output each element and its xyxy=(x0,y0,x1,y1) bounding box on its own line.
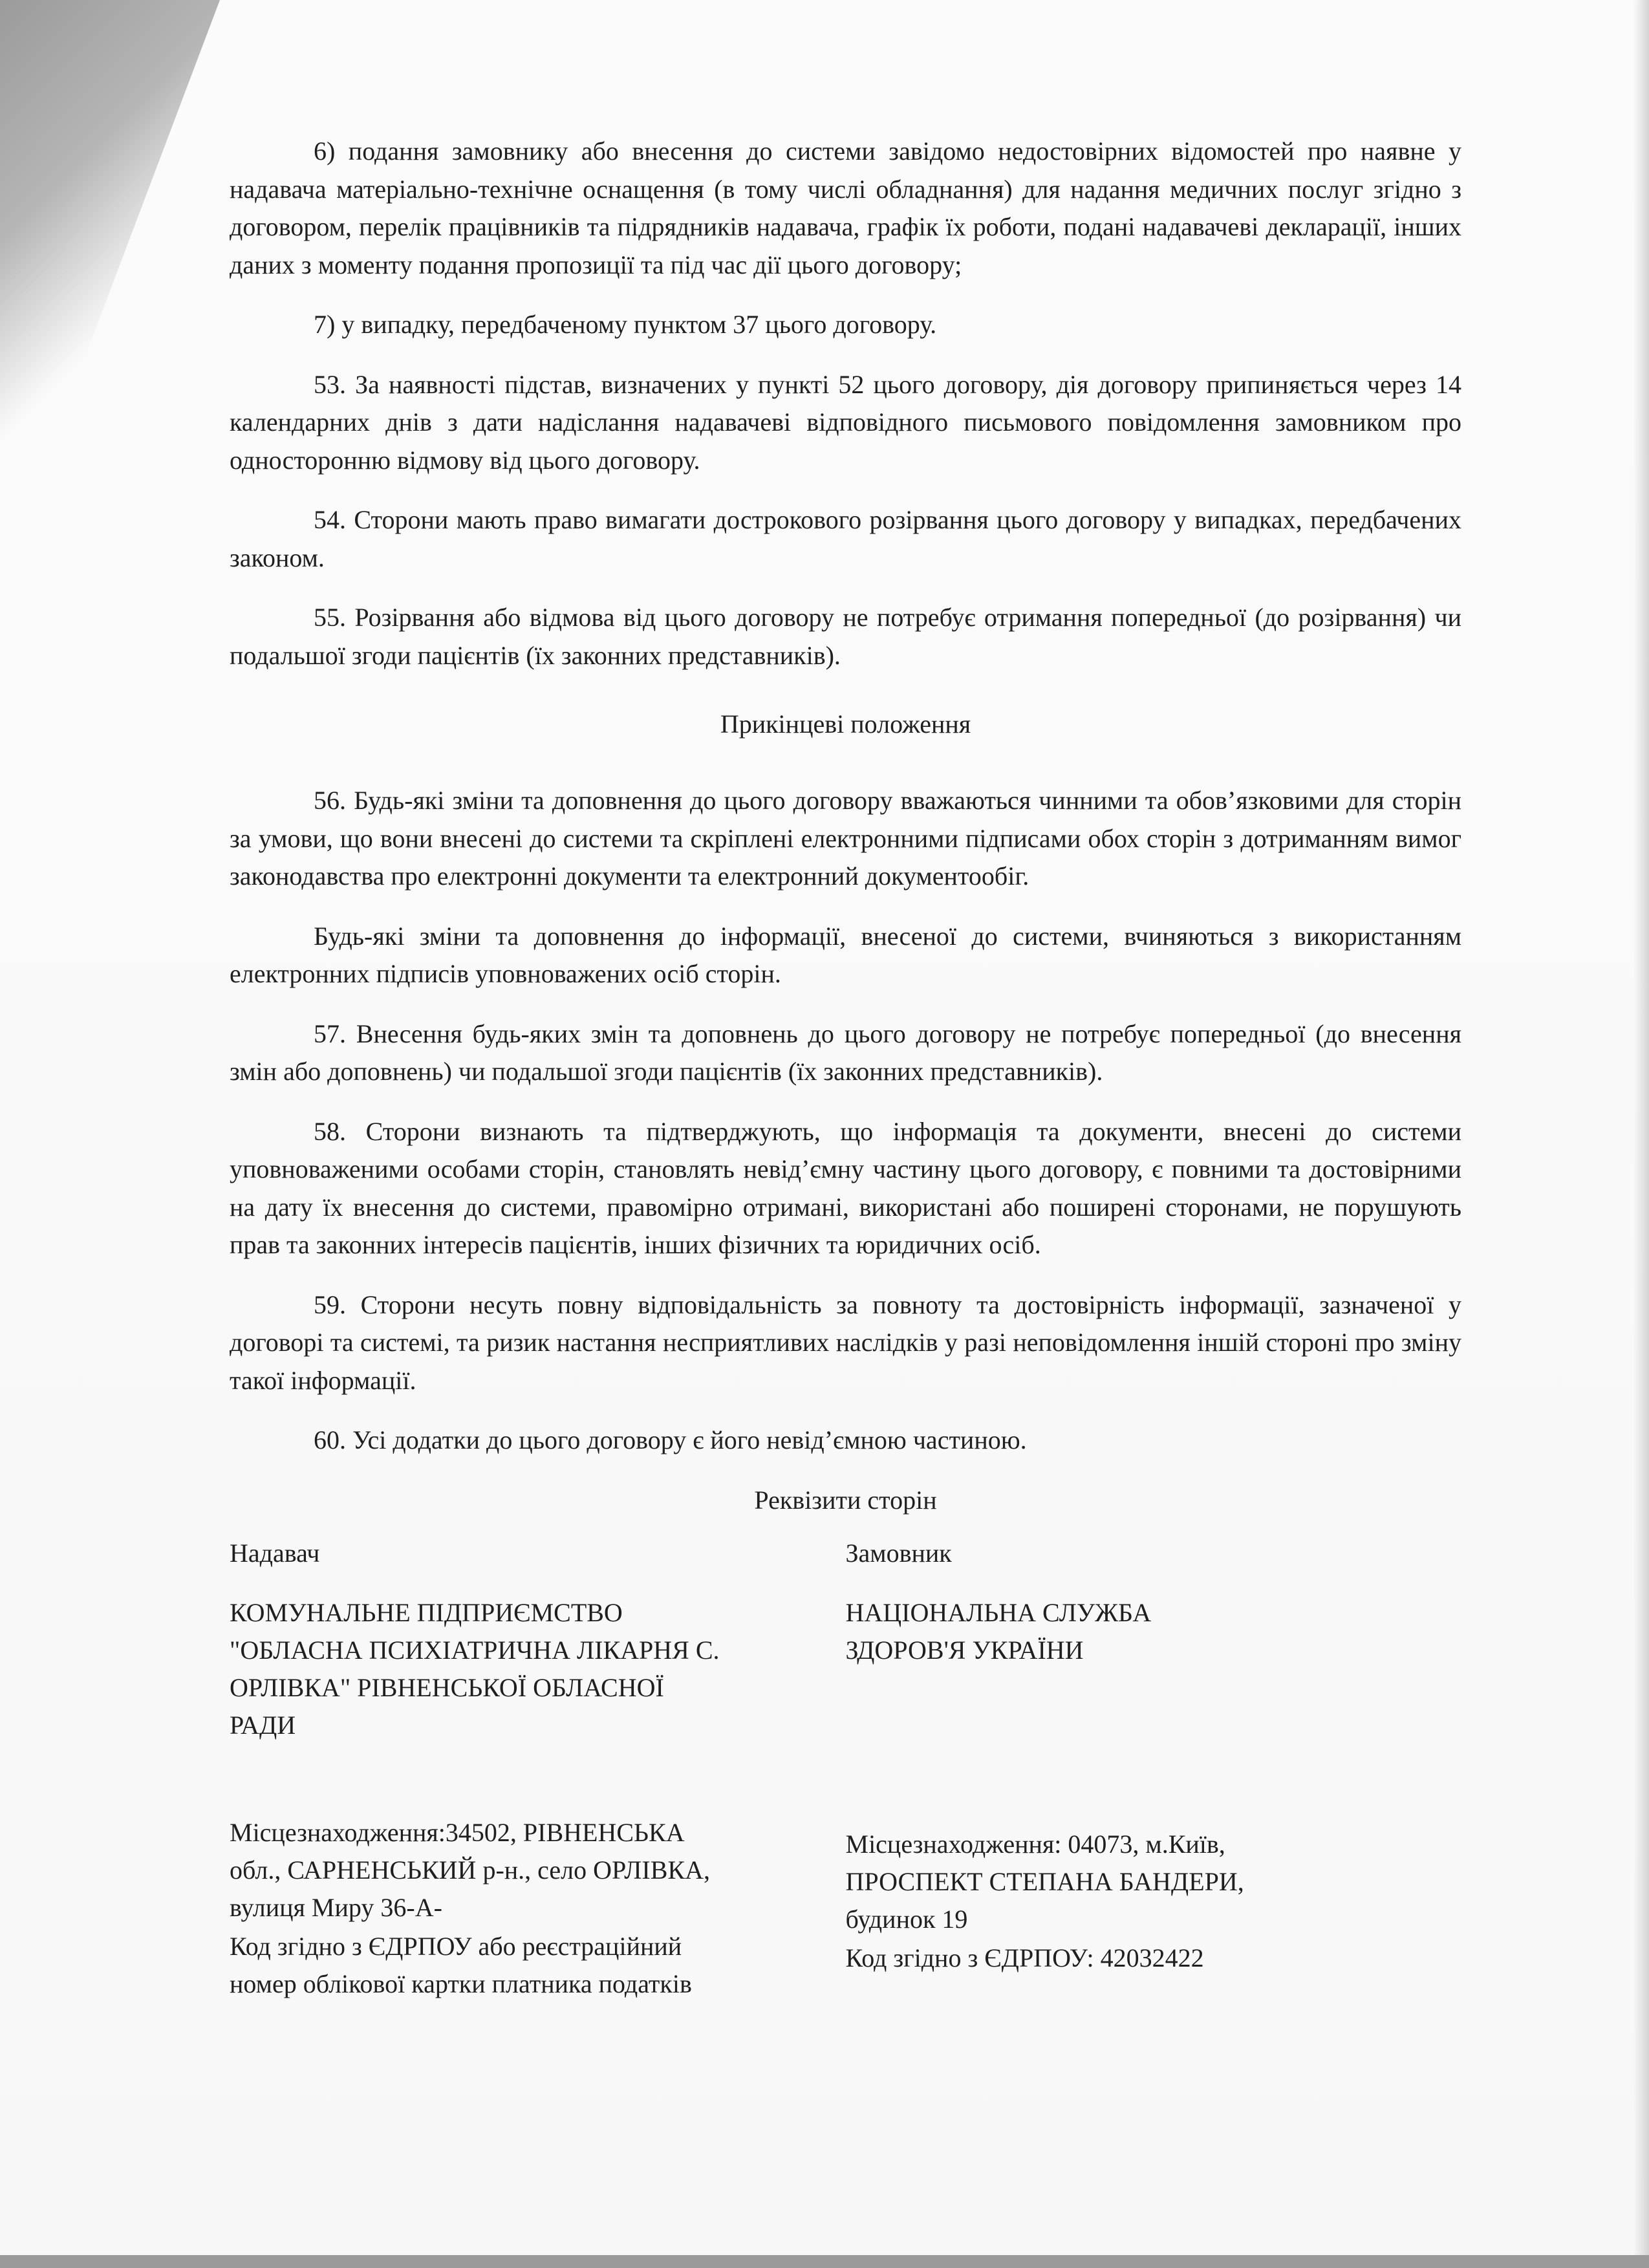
scan-right-edge xyxy=(1633,0,1649,2268)
paragraph-item-6: 6) подання замовнику або внесення до системи завідомо недостовірних відомостей про наявне у надавача матеріально-технічне оснащення (в тому числі обладнання) для надання медичних послуг згідно з договором, перелік працівників та підрядників надавача, графік їх роботи, подані надавачеві декларації, інших даних з моменту подання пропозиції та під час дії цього договору; xyxy=(230,136,1461,279)
provider-code xyxy=(230,1928,846,2003)
provider-address-line: Місцезнаходження:34502, РІВНЕНСЬКА xyxy=(230,1817,685,1847)
parties-requisites xyxy=(230,1535,1461,2003)
provider-address-line: вулиця Миру 36-А- xyxy=(230,1892,442,1922)
customer-role: Замовник xyxy=(845,1538,952,1568)
provider-role: Надавач xyxy=(230,1538,320,1568)
provider-code-line: Код згідно з ЄДРПОУ або реєстраційний xyxy=(230,1931,682,1961)
paragraph-60: 60. Усі додатки до цього договору є його невід’ємною частиною. xyxy=(314,1425,1027,1454)
section-final-title: Прикінцеві положення xyxy=(720,709,971,739)
provider-name-line: КОМУНАЛЬНЕ ПІДПРИЄМСТВО xyxy=(230,1597,623,1627)
paragraph-54: 54. Сторони мають право вимагати дострокового розірвання цього договору у випадках, передбачених законом. xyxy=(230,505,1461,572)
paragraph-55: 55. Розірвання або відмова від цього договору не потребує отримання попередньої (до розірвання) чи подальшої згоди пацієнтів (їх законних представників). xyxy=(230,603,1461,670)
document-body xyxy=(230,133,1461,2003)
paragraph-56: 56. Будь-які зміни та доповнення до цього договору вважаються чинними та обов’язковими для сторін за умови, що вони внесені до системи та скріплені електронними підписами обох сторін з дотриманням вимог законодавства про електронні документи та електронний документообіг. xyxy=(230,786,1461,891)
customer-address xyxy=(846,1826,1462,1939)
paragraph-58: 58. Сторони визнають та підтверджують, що інформація та документи, внесені до системи уповноваженими особами сторін, становлять невід’ємну частину цього договору, є повними та достовірними на дату їх внесення до системи, правомірно отримані, використані або поширені сторонами, не порушують прав та законних інтересів пацієнтів, інших фізичних та юридичних осіб. xyxy=(230,1116,1461,1259)
customer-name xyxy=(846,1594,1462,1749)
customer-code-line: Код згідно з ЄДРПОУ: 42032422 xyxy=(845,1943,1204,1972)
section-requisites-title: Реквізити сторін xyxy=(754,1485,937,1515)
customer-address-line: будинок 19 xyxy=(845,1904,968,1934)
provider-code-line: номер облікової картки платника податків xyxy=(230,1969,692,1998)
paragraph-59: 59. Сторони несуть повну відповідальність за повноту та достовірність інформації, зазначеної у договорі та системі, та ризик настання несприятливих наслідків у разі неповідомлення іншій стороні про зміну такої інформації. xyxy=(230,1290,1461,1395)
provider-name-line: ОРЛІВКА" РІВНЕНСЬКОЇ ОБЛАСНОЇ xyxy=(230,1672,664,1702)
customer-address-line: Місцезнаходження: 04073, м.Київ, xyxy=(845,1829,1225,1859)
provider-name-line: "ОБЛАСНА ПСИХІАТРИЧНА ЛІКАРНЯ С. xyxy=(230,1635,720,1665)
customer-column xyxy=(846,1535,1462,2003)
provider-name xyxy=(230,1594,846,1749)
customer-name-line: ЗДОРОВ'Я УКРАЇНИ xyxy=(845,1635,1084,1665)
paragraph-56-2: Будь-які зміни та доповнення до інформації, внесеної до системи, вчиняються з використанням електронних підписів уповноважених осіб сторін. xyxy=(230,921,1461,988)
scan-bottom-edge xyxy=(0,2255,1649,2268)
customer-name-line: НАЦІОНАЛЬНА СЛУЖБА xyxy=(845,1597,1152,1627)
scan-corner-shadow xyxy=(0,0,220,582)
paragraph-53: 53. За наявності підстав, визначених у пункті 52 цього договору, дія договору припиняється через 14 календарних днів з дати надіслання надавачеві відповідного письмового повідомлення замовником про односторонню відмову від цього договору. xyxy=(230,369,1461,475)
provider-column xyxy=(230,1535,846,2003)
paragraph-57: 57. Внесення будь-яких змін та доповнень до цього договору не потребує попередньої (до внесення змін або доповнень) чи подальшої згоди пацієнтів (їх законних представників). xyxy=(230,1019,1461,1086)
paragraph-item-7: 7) у випадку, передбаченому пунктом 37 цього договору. xyxy=(314,310,937,339)
provider-address-line: обл., САРНЕНСЬКИЙ р-н., село ОРЛІВКА, xyxy=(230,1855,710,1885)
provider-address xyxy=(230,1814,846,1928)
provider-name-line: РАДИ xyxy=(230,1710,296,1740)
customer-code xyxy=(846,1939,1462,1977)
customer-address-line: ПРОСПЕКТ СТЕПАНА БАНДЕРИ, xyxy=(845,1866,1244,1896)
